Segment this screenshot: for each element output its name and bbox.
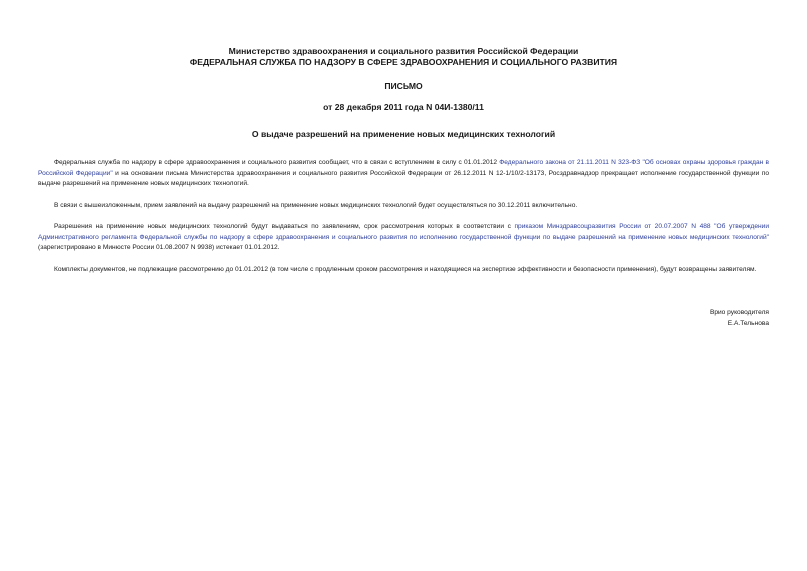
document-subject: О выдаче разрешений на применение новых медицинских технологий xyxy=(251,129,556,139)
document-body xyxy=(38,158,769,275)
paragraph-text: Разрешения на применение новых медицинских технологий будут выдаваться по заявлениям, срок рассмотрения которых в соответствии с xyxy=(54,223,515,230)
paragraph-4 xyxy=(38,265,769,276)
paragraph-2 xyxy=(38,201,769,212)
ministry-name: Министерство здравоохранения и социального развития Российской Федерации xyxy=(228,46,579,56)
header-spacer xyxy=(38,68,769,81)
document-date-number: от 28 декабря 2011 года N 04И-1380/11 xyxy=(323,102,484,112)
ministry-order-link[interactable]: приказом Минздравсоцразвития России от 20.07.2007 N 488 "Об утверждении Административного регламента Федеральной службы по надзору в сфере здравоохранения и социального развития по исполнению государственной функции по выдаче разрешений на применение новых медицинских технологий" xyxy=(38,223,769,241)
paragraph-1 xyxy=(38,158,769,190)
signatory-name: Е.А.Тельнова xyxy=(727,319,769,327)
document-type: ПИСЬМО xyxy=(384,81,423,91)
service-name: ФЕДЕРАЛЬНАЯ СЛУЖБА ПО НАДЗОРУ В СФЕРЕ ЗДРАВООХРАНЕНИЯ И СОЦИАЛЬНОГО РАЗВИТИЯ xyxy=(189,57,618,67)
header-spacer xyxy=(38,113,769,129)
signature-block xyxy=(38,308,769,329)
paragraph-text: (зарегистрировано в Минюсте России 01.08.2007 N 9938) истекает 01.01.2012. xyxy=(38,244,280,251)
federal-law-link[interactable]: Федерального закона от 21.11.2011 N 323-ФЗ "Об основах охраны здоровья граждан в Российской Федерации" xyxy=(38,159,769,177)
paragraph-text: и на основании письма Министерства здравоохранения и социального развития Российской Федерации от 26.12.2011 N 12-1/10/2-13173, Росздравнадзор прекращает исполнение государственной функции по выдаче разрешений на применение новых медицинских технологий. xyxy=(38,169,769,187)
paragraph-text: Комплекты документов, не подлежащие рассмотрению до 01.01.2012 (в том числе с продленным сроком рассмотрения и находящиеся на экспертизе эффективности и безопасности применения), будут возвращены заявителям. xyxy=(54,265,757,273)
header-spacer xyxy=(38,92,769,102)
signatory-position: Врио руководителя xyxy=(709,309,769,316)
paragraph-text: В связи с вышеизложенным, прием заявлений на выдачу разрешений на применение новых медицинских технологий будет осуществляться по 30.12.2011 включительно. xyxy=(54,201,578,209)
paragraph-3 xyxy=(38,222,769,254)
document-header xyxy=(38,46,769,129)
paragraph-text: Федеральная служба по надзору в сфере здравоохранения и социального развития сообщает, что в связи с вступлением в силу с 01.01.2012 xyxy=(54,159,500,166)
